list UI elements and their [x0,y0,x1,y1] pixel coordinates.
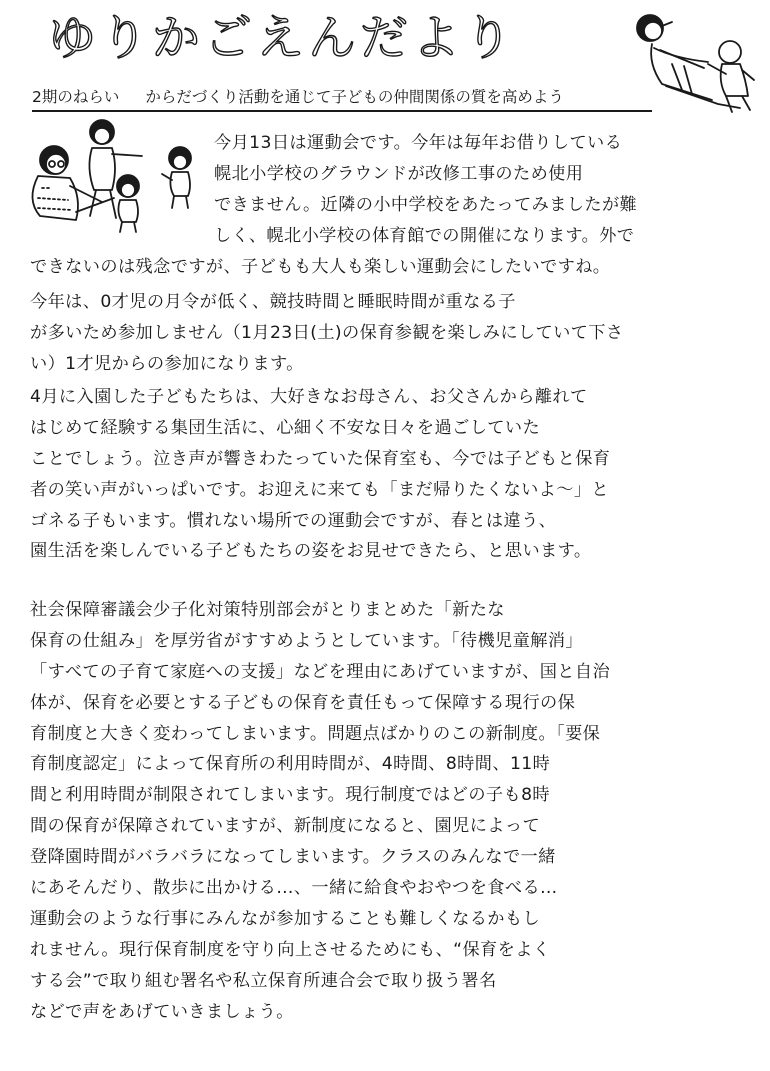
text-line: 間と利用時間が制限されてしまいます。現行制度ではどの子も8時 [30,785,550,806]
text-line: 運動会のような行事にみんなが参加することも難しくなるかもし [30,908,541,929]
text-line: にあそんだり、散歩に出かける…、一緒に給食やおやつを食べる… [30,878,558,899]
paragraph-sports-day-intro [214,128,637,252]
text-line: 社会保障審議会少子化対策特別部会がとりまとめた「新たな [30,600,505,620]
text-line: 園生活を楽しんでいる子どもたちの姿をお見せできたら、と思います。 [30,541,592,562]
term-aim-text: からだづくり活動を通じて子どもの仲間関係の質を高めよう [145,88,564,106]
text-line: はじめて経験する集団生活に、心細く不安な日々を過ごしていた [30,417,541,438]
text-line: 間の保育が保障されていますが、新制度になると、園児によって [30,816,541,837]
text-line: 育制度と大きく変わってしまいます。問題点ばかりのこの新制度。「要保 [30,723,601,744]
text-line: する会”で取り組む署名や私立保育所連合会で取り扱う署名 [30,970,497,991]
term-aim-banner [32,86,652,112]
text-line: 保育の仕組み」を厚労省がすすめようとしています。「待機児童解消」 [30,630,583,651]
text-line: できないのは残念ですが、子どもも大人も楽しい運動会にしたいですね。 [30,257,611,277]
paragraph-children-growth [30,382,610,567]
text-line: 幌北小学校のグラウンドが改修工事のため使用 [214,163,584,184]
text-line: できません。近隣の小中学校をあたってみましたが難 [214,194,638,215]
text-line: 登降園時間がバラバラになってしまいます。クラスのみんなで一緒 [30,847,556,868]
text-line: い）1才児からの参加になります。 [30,353,304,374]
text-line: 今年は、0才児の月令が低く、競技時間と睡眠時間が重なる子 [30,292,516,312]
text-line: れません。現行保育制度を守り向上させるためにも、“保育をよく [30,939,551,960]
text-line: などで声をあげていきましょう。 [30,1001,294,1022]
text-line: ことでしょう。泣き声が響きわたっていた保育室も、今では子どもと保育 [30,448,611,469]
newsletter-title: ゆりかごえんだより [48,10,517,66]
text-line: 体が、保育を必要とする子どもの保育を責任もって保障する現行の保 [30,692,576,713]
text-line: 育制度認定」によって保育所の利用時間が、4時間、8時間、11時 [30,754,551,775]
paragraph-sports-day-intro-continued [30,252,610,283]
text-line: ゴネる子もいます。慣れない場所での運動会ですが、春とは違う、 [30,510,557,531]
paragraph-infant-participation [30,287,623,380]
paragraph-new-childcare-system [30,595,610,1027]
text-line: が多いため参加しません（1月23日(土)の保育参観を楽しみにしていて下さ [30,322,624,343]
term-aim-label: 2期のねらい [32,88,120,106]
text-line: 4月に入園した子どもたちは、大好きなお母さん、お父さんから離れて [30,387,588,407]
text-line: 今月13日は運動会です。今年は毎年お借りしている [214,133,623,153]
text-line: 「すべての子育て家庭への支援」などを理由にあげていますが、国と自治 [30,661,611,682]
text-line: しく、幌北小学校の体育館での開催になります。外で [214,225,635,246]
text-line: 者の笑い声がいっぱいです。お迎えに来ても「まだ帰りたくないよ～」と [30,479,610,500]
illustration-teachers-and-children [16,116,206,234]
